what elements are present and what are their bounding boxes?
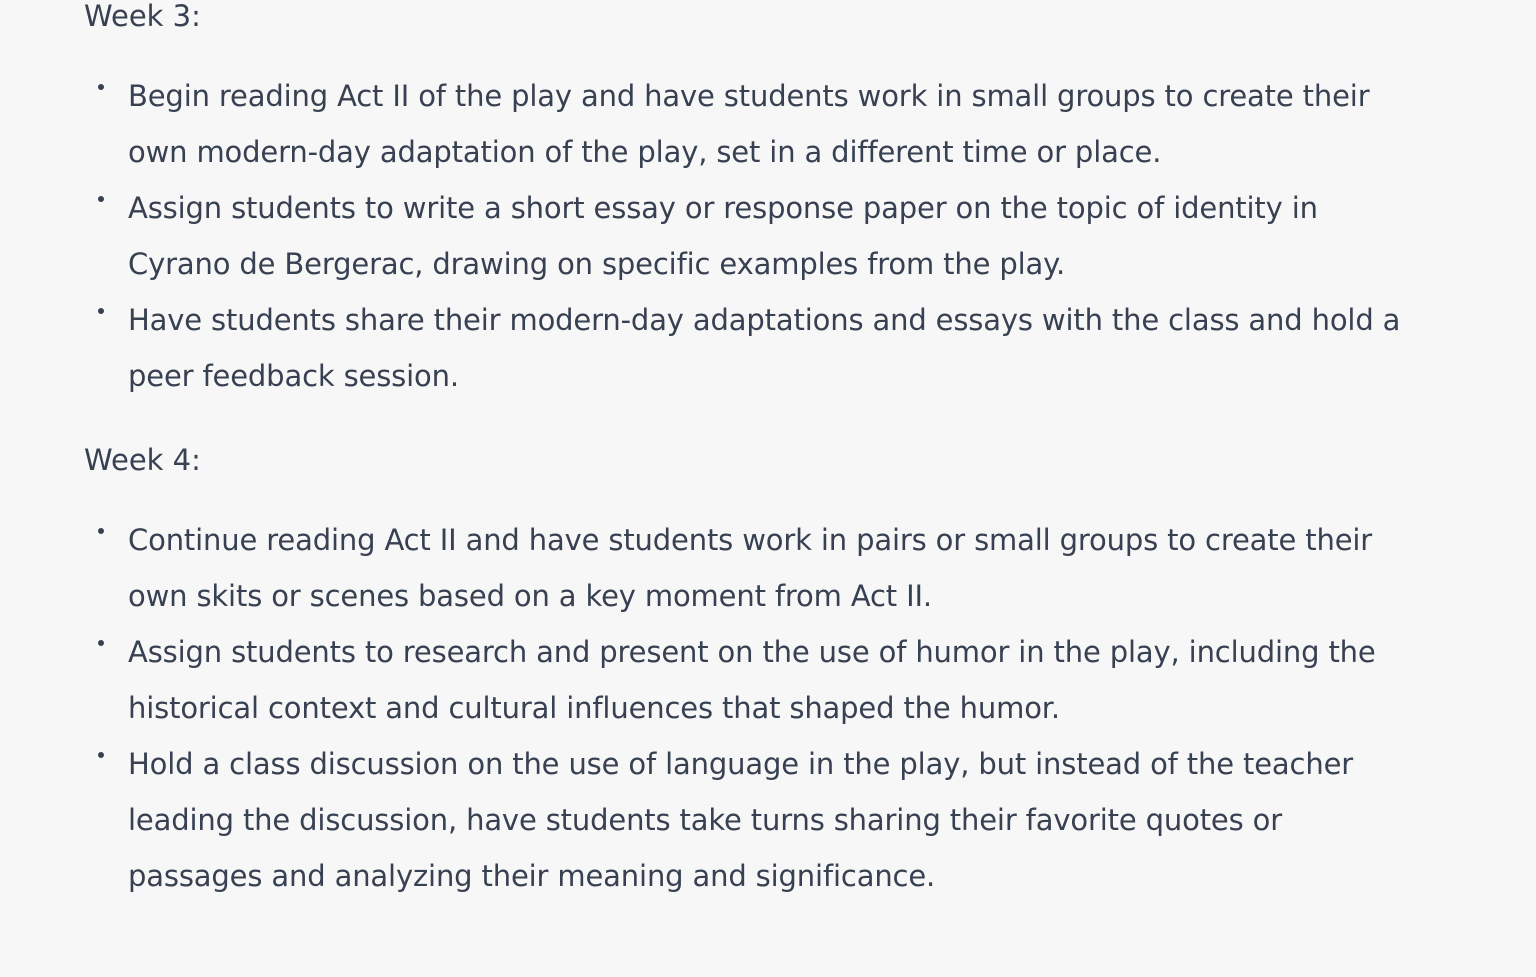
list-item-text: Assign students to research and present on the use of humor in the play, including the historical context and cultural influences that shaped the humor.	[128, 635, 1376, 725]
assistant-message	[84, 0, 1404, 904]
bullet-icon	[98, 640, 104, 646]
list-item	[128, 736, 1404, 904]
week-3-section	[84, 0, 1404, 404]
list-item-text: Assign students to write a short essay or response paper on the topic of identity in Cyrano de Bergerac, drawing on specific examples from the play.	[128, 191, 1318, 281]
week-heading: Week 4:	[84, 443, 201, 477]
list-item-text: Have students share their modern-day adaptations and essays with the class and hold a peer feedback session.	[128, 303, 1401, 393]
bullet-icon	[98, 528, 104, 534]
list-item	[128, 512, 1404, 624]
bullet-icon	[98, 308, 104, 314]
list-item-text: Hold a class discussion on the use of language in the play, but instead of the teacher leading the discussion, have students take turns sharing their favorite quotes or passages and analyzing their meaning and significance.	[128, 747, 1354, 893]
list-item	[128, 180, 1404, 292]
bullet-icon	[98, 84, 104, 90]
list-item	[128, 292, 1404, 404]
list-item-text: Begin reading Act II of the play and have students work in small groups to create their own modern-day adaptation of the play, set in a different time or place.	[128, 79, 1370, 169]
list-item	[128, 624, 1404, 736]
week-4-section	[84, 432, 1404, 904]
bullet-list	[84, 68, 1404, 404]
week-heading: Week 3:	[84, 0, 201, 33]
bullet-list	[84, 512, 1404, 904]
list-item-text: Continue reading Act II and have students work in pairs or small groups to create their own skits or scenes based on a key moment from Act II.	[128, 523, 1373, 613]
bullet-icon	[98, 752, 104, 758]
bullet-icon	[98, 196, 104, 202]
list-item	[128, 68, 1404, 180]
